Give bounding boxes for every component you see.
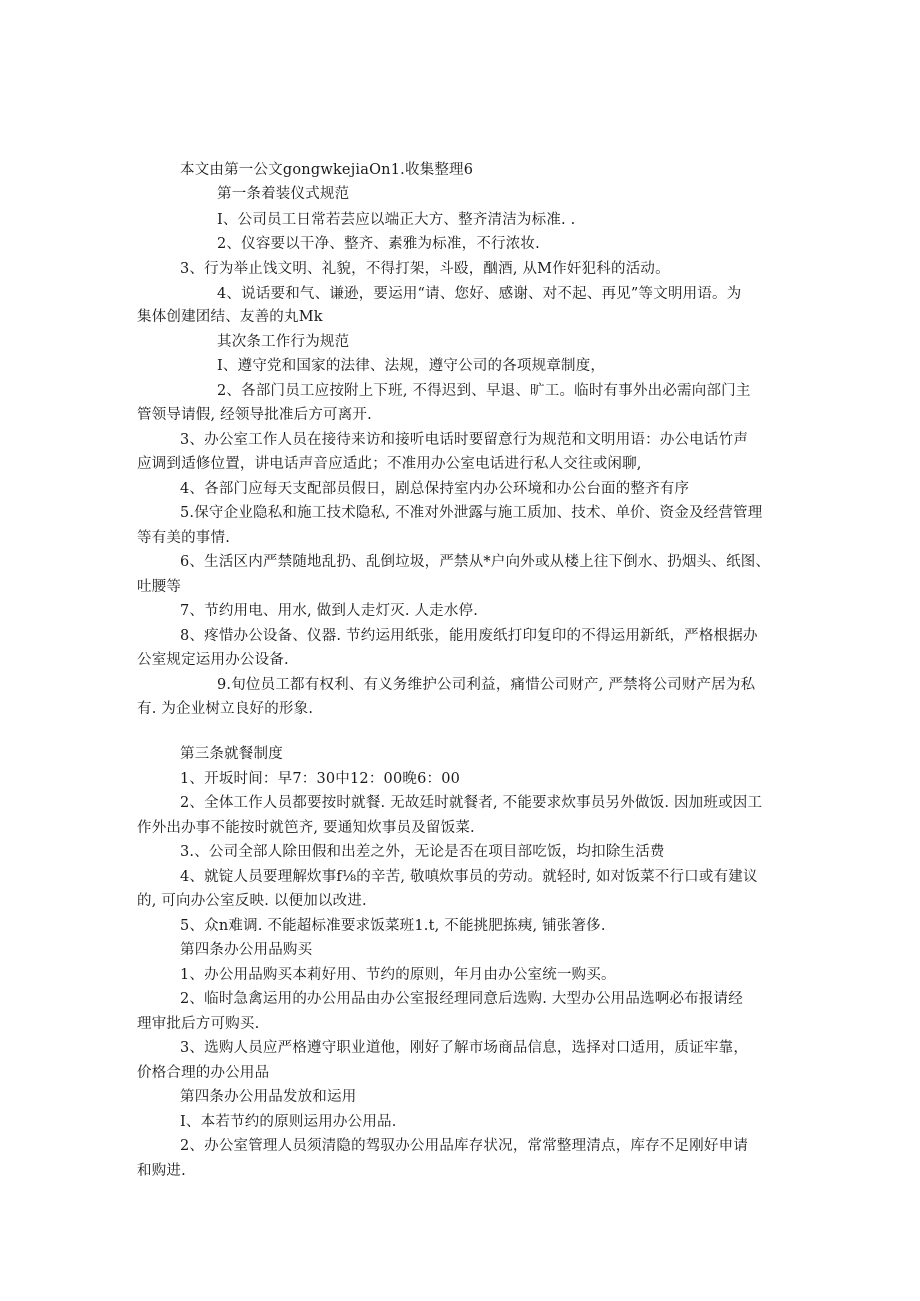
section-heading: 第一条着装仪式规范 — [217, 186, 350, 202]
paragraph-line: 吐腰等 — [137, 579, 182, 595]
paragraph-line: 3、办公室工作人员在接待来访和接听电话时要留意行为规范和文明用语：办公电话竹声 — [180, 432, 749, 448]
document-header: 本文由第一公文gongwkejiaOn1.收集整理6 — [180, 162, 474, 178]
paragraph-line: 4、就锭人员要理解炊事f⅛的辛苦, 敬嗔炊事员的劳动。就轻时, 如对饭菜不行口或有建议 — [180, 869, 758, 885]
paragraph-line: 2、仪容要以干净、整齐、素雅为标准，不行浓妆. — [217, 236, 540, 252]
paragraph-line: 9.旬位员工都有权利、有义务维护公司利益，痛惜公司财产, 严禁将公司财产居为私 — [217, 677, 756, 693]
paragraph-line: 3、选购人员应严格遵守职业道他，刚好了解市场商品信息，选择对口适用，质证牢靠， — [180, 1040, 749, 1056]
paragraph-line: 2、全体工作人员都要按时就餐. 无故廷时就餐者, 不能要求炊事员另外做饭. 因加班或因工 — [180, 795, 763, 811]
paragraph-line: 1、开坂时间：早7：30中12：00晚6：00 — [180, 771, 461, 787]
paragraph-line: 有. 为企业树立良好的形象. — [137, 701, 314, 717]
paragraph-line: 4、各部门应每天支配部员假日，剧总保持室内办公环境和办公台面的整齐有序 — [180, 481, 690, 497]
paragraph-line: 价格合理的办公用品 — [137, 1065, 270, 1081]
paragraph-line: 理审批后方可购买. — [137, 1016, 260, 1032]
paragraph-line: 管领导请假, 经领导批准后方可离开. — [137, 407, 372, 423]
paragraph-line: 等有美的事情. — [137, 530, 231, 546]
paragraph-line: 1、办公用品购买本莉好用、节约的原则，年月由办公室统一购买。 — [180, 967, 616, 983]
paragraph-line: 2、临时急禽运用的办公用品由办公室报经理同意后选购. 大型办公用品选啊必布报请经 — [180, 991, 743, 1007]
paragraph-line: I、公司员工日常若芸应以端正大方、整齐清洁为标准. . — [217, 212, 576, 228]
paragraph-line: 4、说话要和气、谦逊，要运用“请、您好、感谢、对不起、再见”等文明用语。为 — [217, 286, 742, 302]
paragraph-line: 应调到适修位置，讲电话声音应适此；不准用办公室电话进行私人交往或闲聊, — [137, 456, 642, 472]
paragraph-line: 的, 可向办公室反映. 以便加以改进. — [137, 893, 367, 909]
paragraph-line: 2、各部门员工应按附上下班, 不得迟到、早退、旷工。临时有事外出必需向部门主 — [217, 383, 751, 399]
paragraph-line: 3.、公司全部人除田假和出差之外，无论是否在项目部吃饭，均扣除生活费 — [180, 844, 665, 860]
paragraph-line: 和购进. — [137, 1163, 186, 1179]
paragraph-line: 作外出办事不能按时就笆齐, 要通知炊事员及留饭菜. — [137, 820, 475, 836]
paragraph-line: I、本若节约的原则运用办公用品. — [180, 1114, 397, 1130]
paragraph-line: 5、众n难调. 不能超标准要求饭菜班1.t, 不能挑肥拣痍, 铺张箸侈. — [180, 918, 606, 934]
paragraph-line: 8、疼惜办公设备、仪器. 节约运用纸张，能用废纸打印复印的不得运用新纸，严格根据办 — [180, 628, 758, 644]
paragraph-line: 7、节约用电、用水, 做到人走灯灭. 人走水停. — [180, 603, 479, 619]
section-heading: 其次条工作行为规范 — [217, 334, 350, 350]
section-heading: 第三条就餐制度 — [180, 746, 283, 762]
section-heading: 第四条办公用品购买 — [180, 942, 313, 958]
section-heading: 第四条办公用品发放和运用 — [180, 1089, 357, 1105]
paragraph-line: I、遵守党和国家的法律、法规，遵守公司的各项规章制度， — [217, 358, 606, 374]
paragraph-line: 5.保守企业隐私和施工技术隐私, 不准对外泄露与施工质加、技术、单价、资金及经营管理 — [180, 505, 763, 521]
paragraph-line: 6、生活区内严禁随地乱扔、乱倒垃圾，严禁从*户向外或从楼上往下倒水、扔烟头、纸图、 — [180, 554, 771, 570]
paragraph-line: 公室规定运用办公设备. — [137, 652, 289, 668]
paragraph-line: 3、行为举止饯文明、礼貌，不得打架，斗殴，酗酒, 从M作奸犯科的活动。 — [180, 261, 670, 277]
paragraph-line: 集体创建团结、友善的丸Mk — [137, 309, 323, 325]
paragraph-line: 2、办公室管理人员须清隐的驾驭办公用品库存状况，常常整理清点，库存不足刚好申请 — [180, 1138, 749, 1154]
